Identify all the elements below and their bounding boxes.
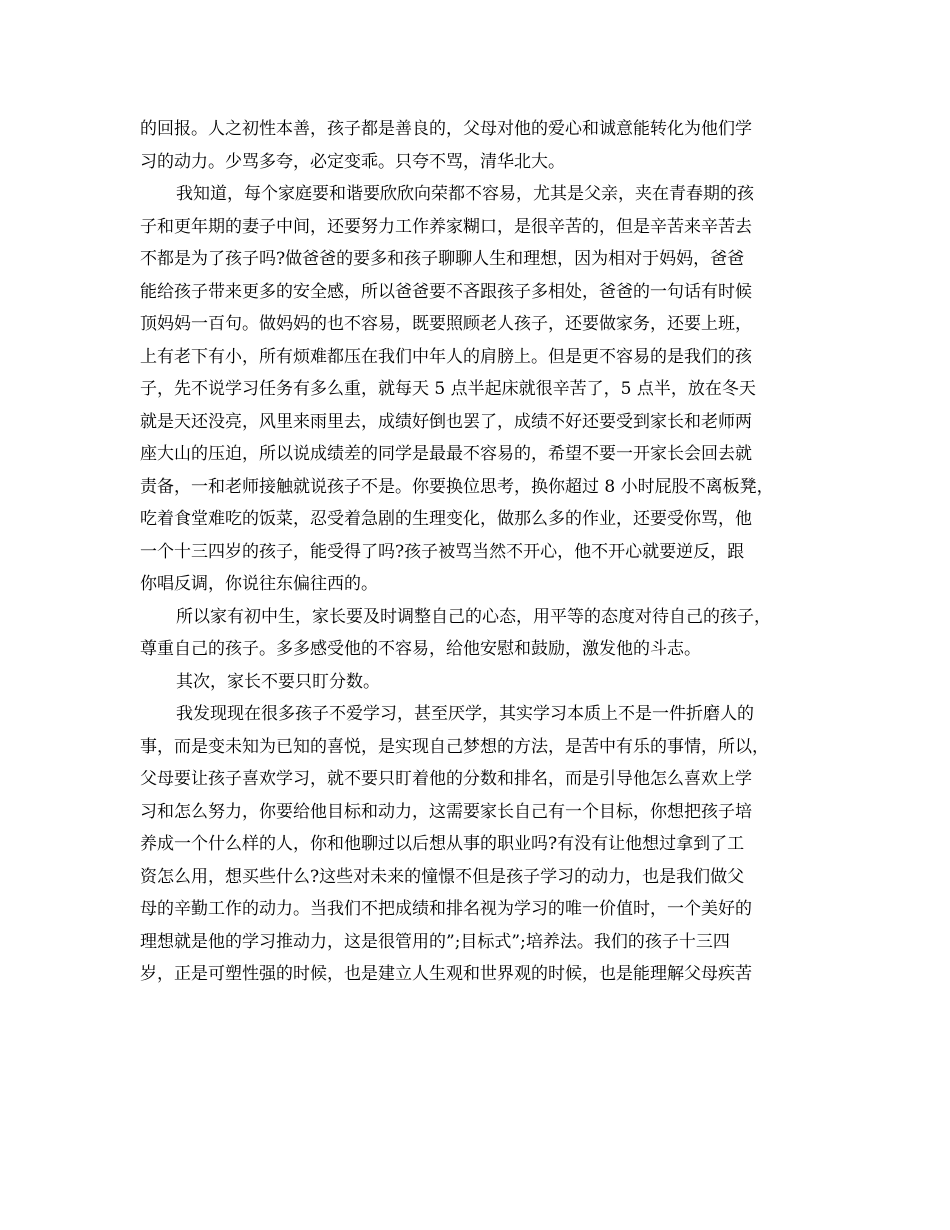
paragraph-first-line: 其次，家长不要只盯分数。: [176, 671, 380, 692]
text-line: 座大山的压迫，所以说成绩差的同学是最最不容易的，希望不要一开家长会回去就: [140, 444, 752, 464]
text-line: 习的动力。少骂多夸，必定变乖。只夸不骂，清华北大。: [140, 151, 565, 172]
text-line: 资怎么用，想买些什么?这些对未来的憧憬不但是孩子学习的动力，也是我们做父: [140, 866, 745, 887]
text-line: 母的辛勤工作的动力。当我们不把成绩和排名视为学习的唯一价值时，一个美好的: [140, 899, 752, 919]
text-line: 就是天还没亮，风里来雨里去，成绩好倒也罢了，成绩不好还要受到家长和老师两: [140, 411, 752, 432]
text-line: 顶妈妈一百句。做妈妈的也不容易，既要照顾老人孩子，还要做家务，还要上班，: [140, 314, 752, 334]
text-line: 父母要让孩子喜欢学习，就不要只盯着他的分数和排名，而是引导他怎么喜欢上学: [140, 769, 752, 789]
paragraph-first-line: 我知道，每个家庭要和谐要欣欣向荣都不容易，尤其是父亲，夹在青春期的孩: [176, 184, 754, 204]
paragraph-first-line: 所以家有初中生，家长要及时调整自己的心态，用平等的态度对待自己的孩子，: [176, 606, 771, 627]
text-line: 一个十三四岁的孩子，能受得了吗?孩子被骂当然不开心，他不开心就要逆反，跟: [140, 541, 745, 562]
text-line: 子，先不说学习任务有多么重，就每天 5 点半起床就很辛苦了，5 点半，放在冬天: [140, 379, 756, 399]
text-line: 上有老下有小，所有烦难都压在我们中年人的肩膀上。但是更不容易的是我们的孩: [140, 346, 752, 367]
article-body: [140, 113, 820, 991]
text-line: 养成一个什么样的人，你和他聊过以后想从事的职业吗?有没有让他想过拿到了工: [140, 834, 745, 854]
text-line: 尊重自己的孩子。多多感受他的不容易，给他安慰和鼓励，激发他的斗志。: [140, 639, 701, 659]
text-line: 的回报。人之初性本善，孩子都是善良的，父母对他的爱心和诚意能转化为他们学: [140, 119, 752, 139]
paragraph-first-line: 我发现现在很多孩子不爱学习，甚至厌学，其实学习本质上不是一件折磨人的: [176, 704, 754, 724]
text-line: 理想就是他的学习推动力，这是很管用的”;目标式”;培养法。我们的孩子十三四: [140, 931, 730, 952]
text-line: 不都是为了孩子吗?做爸爸的要多和孩子聊聊人生和理想，因为相对于妈妈，爸爸: [140, 249, 745, 269]
text-line: 习和怎么努力，你要给他目标和动力，这需要家长自己有一个目标，你想把孩子培: [140, 801, 752, 822]
text-line: 岁，正是可塑性强的时候，也是建立人生观和世界观的时候，也是能理解父母疾苦: [140, 964, 752, 984]
text-line: 吃着食堂难吃的饭菜，忍受着急剧的生理变化，做那么多的作业，还要受你骂，他: [140, 509, 752, 529]
text-line: 能给孩子带来更多的安全感，所以爸爸要不吝跟孩子多相处，爸爸的一句话有时候: [140, 281, 752, 302]
text-line: 事，而是变未知为已知的喜悦，是实现自己梦想的方法，是苦中有乐的事情，所以，: [140, 736, 769, 757]
text-line: 你唱反调，你说往东偏往西的。: [140, 574, 378, 594]
text-line: 责备，一和老师接触就说孩子不是。你要换位思考，换你超过 8 小时屁股不离板凳，: [140, 476, 774, 497]
text-line: 子和更年期的妻子中间，还要努力工作养家糊口，是很辛苦的，但是辛苦来辛苦去: [140, 216, 752, 237]
